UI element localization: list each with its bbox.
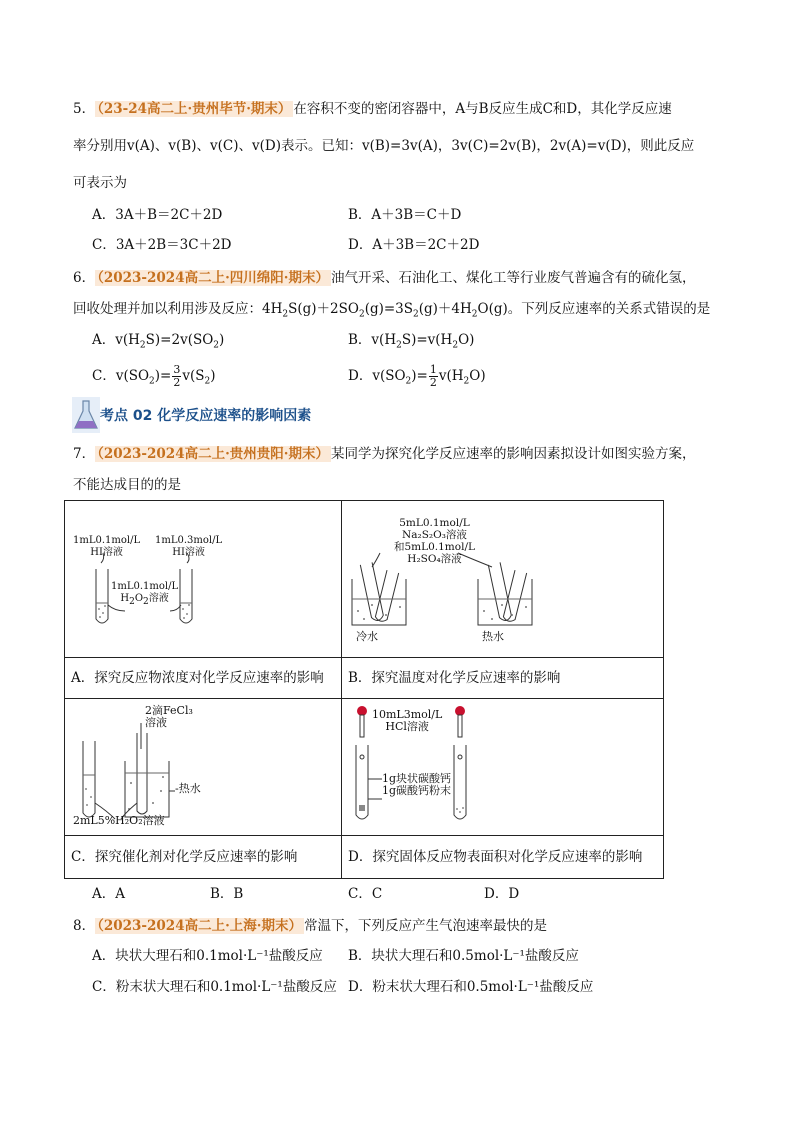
caption-d-cell [342, 836, 663, 878]
q6-source-tag: （2023-2024高二上·四川绵阳·期末） [97, 270, 329, 286]
q7-line-2: 不能达成目的的是 [73, 477, 181, 493]
q7-answer-a[interactable]: A．A [92, 886, 125, 902]
q7-number: 7． [73, 446, 96, 462]
figure-c-cell [65, 699, 342, 836]
label-b-solution: 5mL0.1mol/L Na₂S₂O₃溶液 和5mL0.1mol/L H₂SO₄溶液 [394, 517, 475, 565]
q6-option-d[interactable]: D．$v(SO_2)=$ $\frac{1}{2}$ $v(H_2O)$ [348, 363, 486, 389]
q8-source-tag: （2023-2024高二上·上海·期末） [97, 918, 302, 934]
flask-icon [72, 397, 100, 433]
q5-text-1: 在容积不变的密闭容器中，A与B反应生成C和D，其化学反应速 [293, 101, 672, 117]
label-a-right: 1mL0.3mol/L HI溶液 [155, 535, 223, 558]
figure-a-tubes [65, 501, 341, 657]
q8-line-1 [73, 916, 547, 936]
figure-d-cell [342, 699, 663, 836]
q5-line-3: 可表示为 [73, 175, 127, 191]
figure-b-cell [342, 501, 663, 658]
fraction: $\frac{1}{2}$ [429, 363, 437, 389]
q8-option-d[interactable]: D．粉末状大理石和0.5mol·L⁻¹盐酸反应 [348, 979, 594, 995]
caption-b-cell [342, 658, 663, 699]
label-c-fecl3: 2滴FeCl₃ 溶液 [145, 704, 193, 729]
label-a-left: 1mL0.1mol/L HI溶液 [73, 535, 141, 558]
q6-option-b[interactable]: B．$v(H_2S)=v(H_2O)$ [348, 332, 475, 351]
q6-option-a[interactable]: A．$v(H_2S)=2v(SO_2)$ [92, 332, 225, 351]
q8-number: 8． [73, 918, 96, 934]
q7-text-1: 某同学为探究化学反应速率的影响因素拟设计如图实验方案， [331, 446, 696, 462]
q6-line-1 [73, 268, 696, 288]
label-d-hcl: 10mL3mol/L HCl溶液 [372, 708, 443, 733]
q6-option-c[interactable]: C．$v(SO_2)=$ $\frac{3}{2}$ $v(S_2)$ [92, 363, 216, 389]
q5-option-b[interactable]: B．A＋3B＝C＋D [348, 207, 462, 223]
experiment-table [64, 500, 664, 879]
caption-c-cell [65, 836, 342, 878]
q8-option-b[interactable]: B．块状大理石和0.5mol·L⁻¹盐酸反应 [348, 948, 579, 964]
q8-option-a[interactable]: A．块状大理石和0.1mol·L⁻¹盐酸反应 [92, 948, 323, 964]
q7-line-1 [73, 444, 696, 464]
caption-a-cell [65, 658, 342, 699]
q8-option-c[interactable]: C．粉末状大理石和0.1mol·L⁻¹盐酸反应 [92, 979, 337, 995]
q8-text-1: 常温下，下列反应产生气泡速率最快的是 [304, 918, 547, 934]
q7-answer-b[interactable]: B．B [210, 886, 244, 902]
q5-option-a[interactable]: A．3A＋B＝2C＋2D [92, 207, 223, 223]
q5-option-d[interactable]: D．A＋3B＝2C＋2D [348, 237, 480, 253]
label-cold-water: 冷水 [356, 630, 378, 643]
q6-text-2b: 下列反应速率的关系式错误的是 [521, 301, 711, 317]
caption-d: D．探究固体反应物表面积对化学反应速率的影响 [348, 849, 643, 865]
q5-line-1 [73, 99, 672, 119]
q5-option-c[interactable]: C．3A＋2B＝3C＋2D [92, 237, 232, 253]
q7-answer-c[interactable]: C．C [348, 886, 383, 902]
q7-answer-d[interactable]: D．D [484, 886, 520, 902]
section-title: 考点 02 化学反应速率的影响因素 [100, 408, 312, 424]
label-c-hot-water: -热水 [175, 782, 201, 795]
q5-line-2: 率分别用v(A)、v(B)、v(C)、v(D)表示。已知：v(B)=3v(A)，3v(C)=2v(B)，2v(A)=v(D)，则此反应 [73, 138, 695, 154]
q5-number: 5． [73, 101, 96, 117]
figure-a-cell [65, 501, 342, 658]
label-a-mid: 1mL0.1mol/L $H_2O_2$溶液 [111, 581, 179, 607]
caption-b: B．探究温度对化学反应速率的影响 [348, 670, 561, 686]
q7-source-tag: （2023-2024高二上·贵州贵阳·期末） [97, 446, 329, 462]
q6-text-2a: 回收处理并加以利用涉及反应：4H [73, 301, 283, 317]
q6-number: 6． [73, 270, 96, 286]
caption-c: C．探究催化剂对化学反应速率的影响 [71, 849, 298, 865]
caption-a: A．探究反应物浓度对化学反应速率的影响 [71, 670, 324, 686]
fraction: $\frac{3}{2}$ [173, 363, 181, 389]
label-d-calcium: 1g块状碳酸钙 1g碳酸钙粉末 [382, 772, 452, 797]
q5-source-tag: （23-24高二上·贵州毕节·期末） [97, 101, 292, 117]
q6-line-2: 回收处理并加以利用涉及反应：$4H_2S(g)+2SO_2(g)=3S_2(g)+4H_2O(g)$。下列反应速率的关系式错误的是 [73, 301, 711, 320]
label-hot-water: 热水 [482, 630, 504, 643]
label-c-h2o2: 2mL5%H₂O₂溶液 [73, 814, 165, 827]
q6-text-1: 油气开采、石油化工、煤化工等行业废气普遍含有的硫化氢， [331, 270, 696, 286]
